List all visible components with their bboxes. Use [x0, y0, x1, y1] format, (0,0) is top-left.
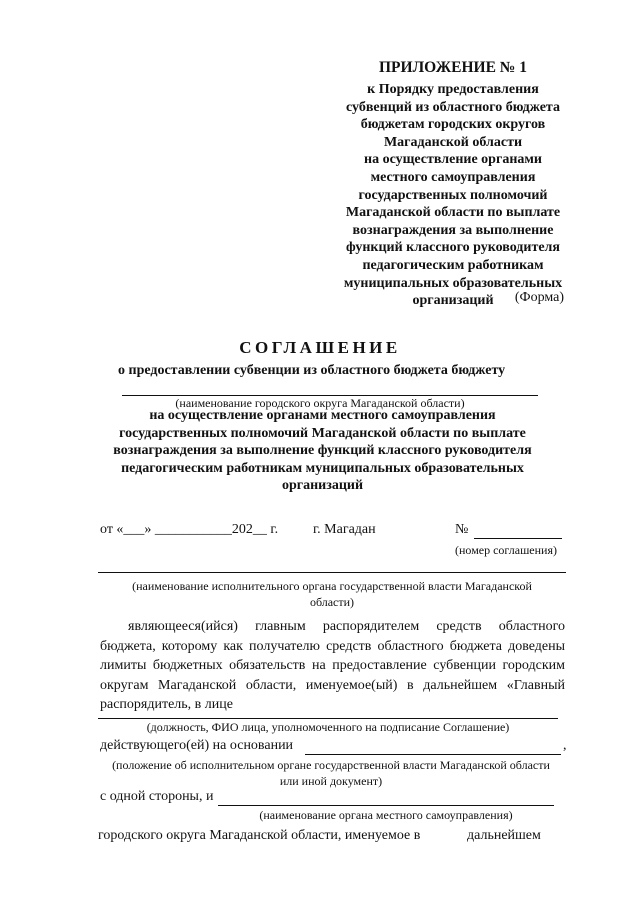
official-caption: (должность, ФИО лица, уполномоченного на подписание Соглашение) [146, 720, 510, 734]
appendix-line: на осуществление органами [364, 152, 542, 168]
appendix-line: педагогическим работникам [362, 257, 544, 273]
main-paragraph [100, 617, 565, 715]
other-side-label: с одной стороны, и [100, 789, 214, 804]
appendix-line: организаций [412, 293, 494, 309]
caption-line: (положение об исполнительном органе государственной власти Магаданской области [112, 758, 550, 772]
caption-line: области) [309, 595, 355, 609]
paragraph-rest: бюджета, которому как получателю средств областного бюджета доведены лимиты бюджетных обязательств на предоставление субвенции городским округам Магаданской области, именуемое(ый) в дальнейшем «Главный распорядитель, в лице [100, 638, 565, 712]
number-caption: (номер соглашения) [455, 543, 557, 557]
agreement-title: СОГЛАШЕНИЕ [239, 338, 401, 357]
basis-line [305, 754, 561, 755]
caption-line: или иной документ) [279, 774, 383, 788]
agreement-subtitle: о предоставлении субвенции из областного бюджета бюджету [118, 363, 506, 378]
executive-name-line [98, 572, 566, 573]
okrug-caption: (наименование городского округа Магаданской области) [175, 396, 465, 410]
official-name-line [98, 718, 558, 719]
appendix-line: Магаданской области [383, 134, 523, 150]
appendix-block [318, 58, 588, 310]
form-label: (Форма) [514, 290, 564, 305]
caption-line: (наименование исполнительного органа государственной власти Магаданской [132, 579, 532, 593]
purpose-line: педагогическим работникам муниципальных образовательных [121, 460, 524, 476]
appendix-line: Магаданской области по выплате [345, 205, 561, 221]
appendix-line: к Порядку предоставления [367, 82, 539, 97]
last-line-text: городского округа Магаданской области, именуемое в [98, 828, 421, 843]
basis-label: действующего(ей) на основании [100, 738, 294, 753]
date-field: от «___» ___________202__ г. [100, 522, 279, 537]
number-label: № [455, 522, 469, 537]
appendix-line: муниципальных образовательных [343, 275, 563, 291]
purpose-line: государственных полномочий Магаданской области по выплате [119, 425, 526, 441]
local-government-caption: (наименование органа местного самоуправления) [259, 808, 513, 822]
basis-comma: , [563, 738, 567, 753]
appendix-line: бюджетам городских округов [360, 117, 546, 133]
purpose-line: организаций [281, 478, 364, 493]
basis-caption [96, 757, 566, 789]
appendix-line: государственных полномочий [358, 187, 548, 203]
appendix-line: местного самоуправления [370, 169, 536, 185]
appendix-line: функций классного руководителя [346, 240, 560, 256]
appendix-lines [318, 81, 588, 310]
purpose-line: вознаграждения за выполнение функций классного руководителя [113, 443, 532, 458]
number-line [474, 538, 562, 539]
paragraph-first-line: являющееся(ийся) главным распорядителем средств областного [128, 619, 565, 634]
last-line-tail: дальнейшем [467, 828, 541, 843]
appendix-line: вознаграждения за выполнение [352, 222, 554, 238]
appendix-line: субвенций из областного бюджета [346, 99, 560, 115]
city-label: г. Магадан [313, 522, 376, 537]
agreement-purpose [90, 407, 555, 495]
appendix-title: ПРИЛОЖЕНИЕ № 1 [379, 59, 527, 76]
executive-caption [98, 578, 566, 610]
local-government-line [218, 805, 554, 806]
purpose-line: на осуществление органами местного самоуправления [149, 408, 496, 423]
